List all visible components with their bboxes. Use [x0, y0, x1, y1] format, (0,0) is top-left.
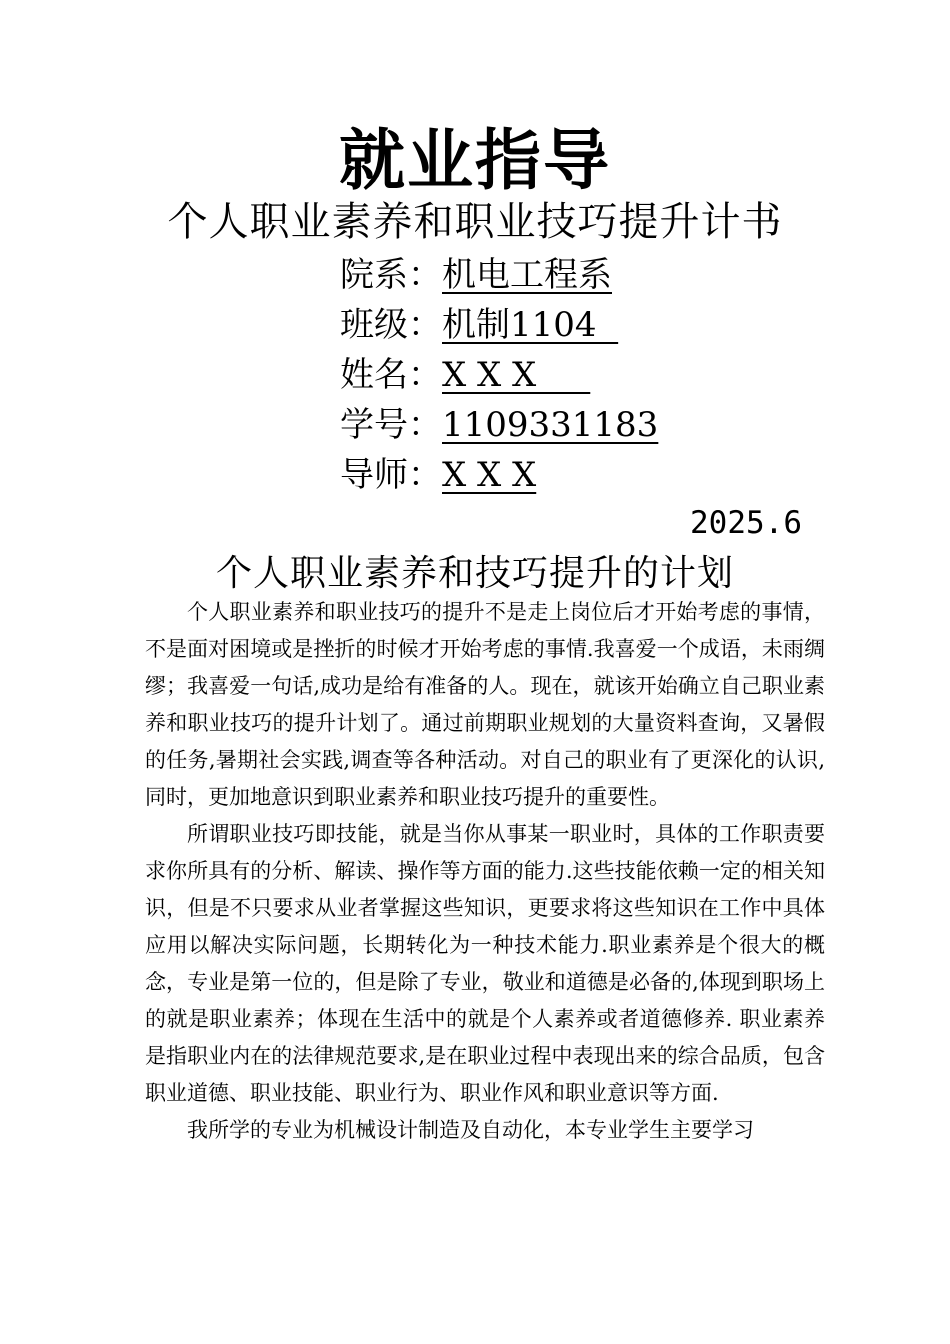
student-id-row [340, 405, 659, 445]
student-id-label: 学号： [340, 405, 442, 445]
advisor-row [340, 455, 537, 495]
document-date: 2025.6 [690, 505, 802, 541]
advisor-label: 导师： [340, 455, 442, 495]
body-text [145, 594, 825, 1149]
paragraph: 所谓职业技巧即技能，就是当你从事某一职业时，具体的工作职责要求你所具有的分析、解读、操作等方面的能力.这些技能依赖一定的相关知识，但是不只要求从业者掌握这些知识，更要求将这些知识在工作中具体应用以解决实际问题，长期转化为一种技术能力.职业素养是个很大的概念，专业是第一位的，但是除了专业，敬业和道德是必备的,体现到职场上的就是职业素养；体现在生活中的就是个人素养或者道德修养. 职业素养是指职业内在的法律规范要求,是在职业过程中表现出来的综合品质，包含职业道德、职业技能、职业行为、职业作风和职业意识等方面. [145, 822, 825, 1105]
name-row [340, 355, 591, 395]
section-heading: 个人职业素养和技巧提升的计划 [215, 553, 734, 594]
paragraph: 我所学的专业为机械设计制造及自动化，本专业学生主要学习 [187, 1118, 754, 1142]
document-subtitle: 个人职业素养和职业技巧提升计书 [167, 199, 783, 245]
department-row [340, 255, 612, 295]
document-title: 就业指导 [339, 122, 611, 199]
class-value: 机制1104 [442, 305, 619, 345]
advisor-value: X X X [442, 455, 537, 495]
name-value: X X X [442, 355, 591, 395]
student-id-value: 1109331183 [442, 405, 659, 445]
name-label: 姓名： [340, 355, 442, 395]
paragraph: 个人职业素养和职业技巧的提升不是走上岗位后才开始考虑的事情，不是面对困境或是挫折的时候才开始考虑的事情.我喜爱一个成语，未雨绸缪；我喜爱一句话,成功是给有准备的人。现在，就该开始确立自己职业素养和职业技巧的提升计划了。通过前期职业规划的大量资料查询，又暑假的任务,暑期社会实践,调查等各种活动。对自己的职业有了更深化的认识,同时，更加地意识到职业素养和职业技巧提升的重要性。 [145, 600, 825, 809]
class-label: 班级： [340, 305, 442, 345]
class-row [340, 305, 619, 345]
department-label: 院系： [340, 255, 442, 295]
department-value: 机电工程系 [442, 255, 612, 295]
